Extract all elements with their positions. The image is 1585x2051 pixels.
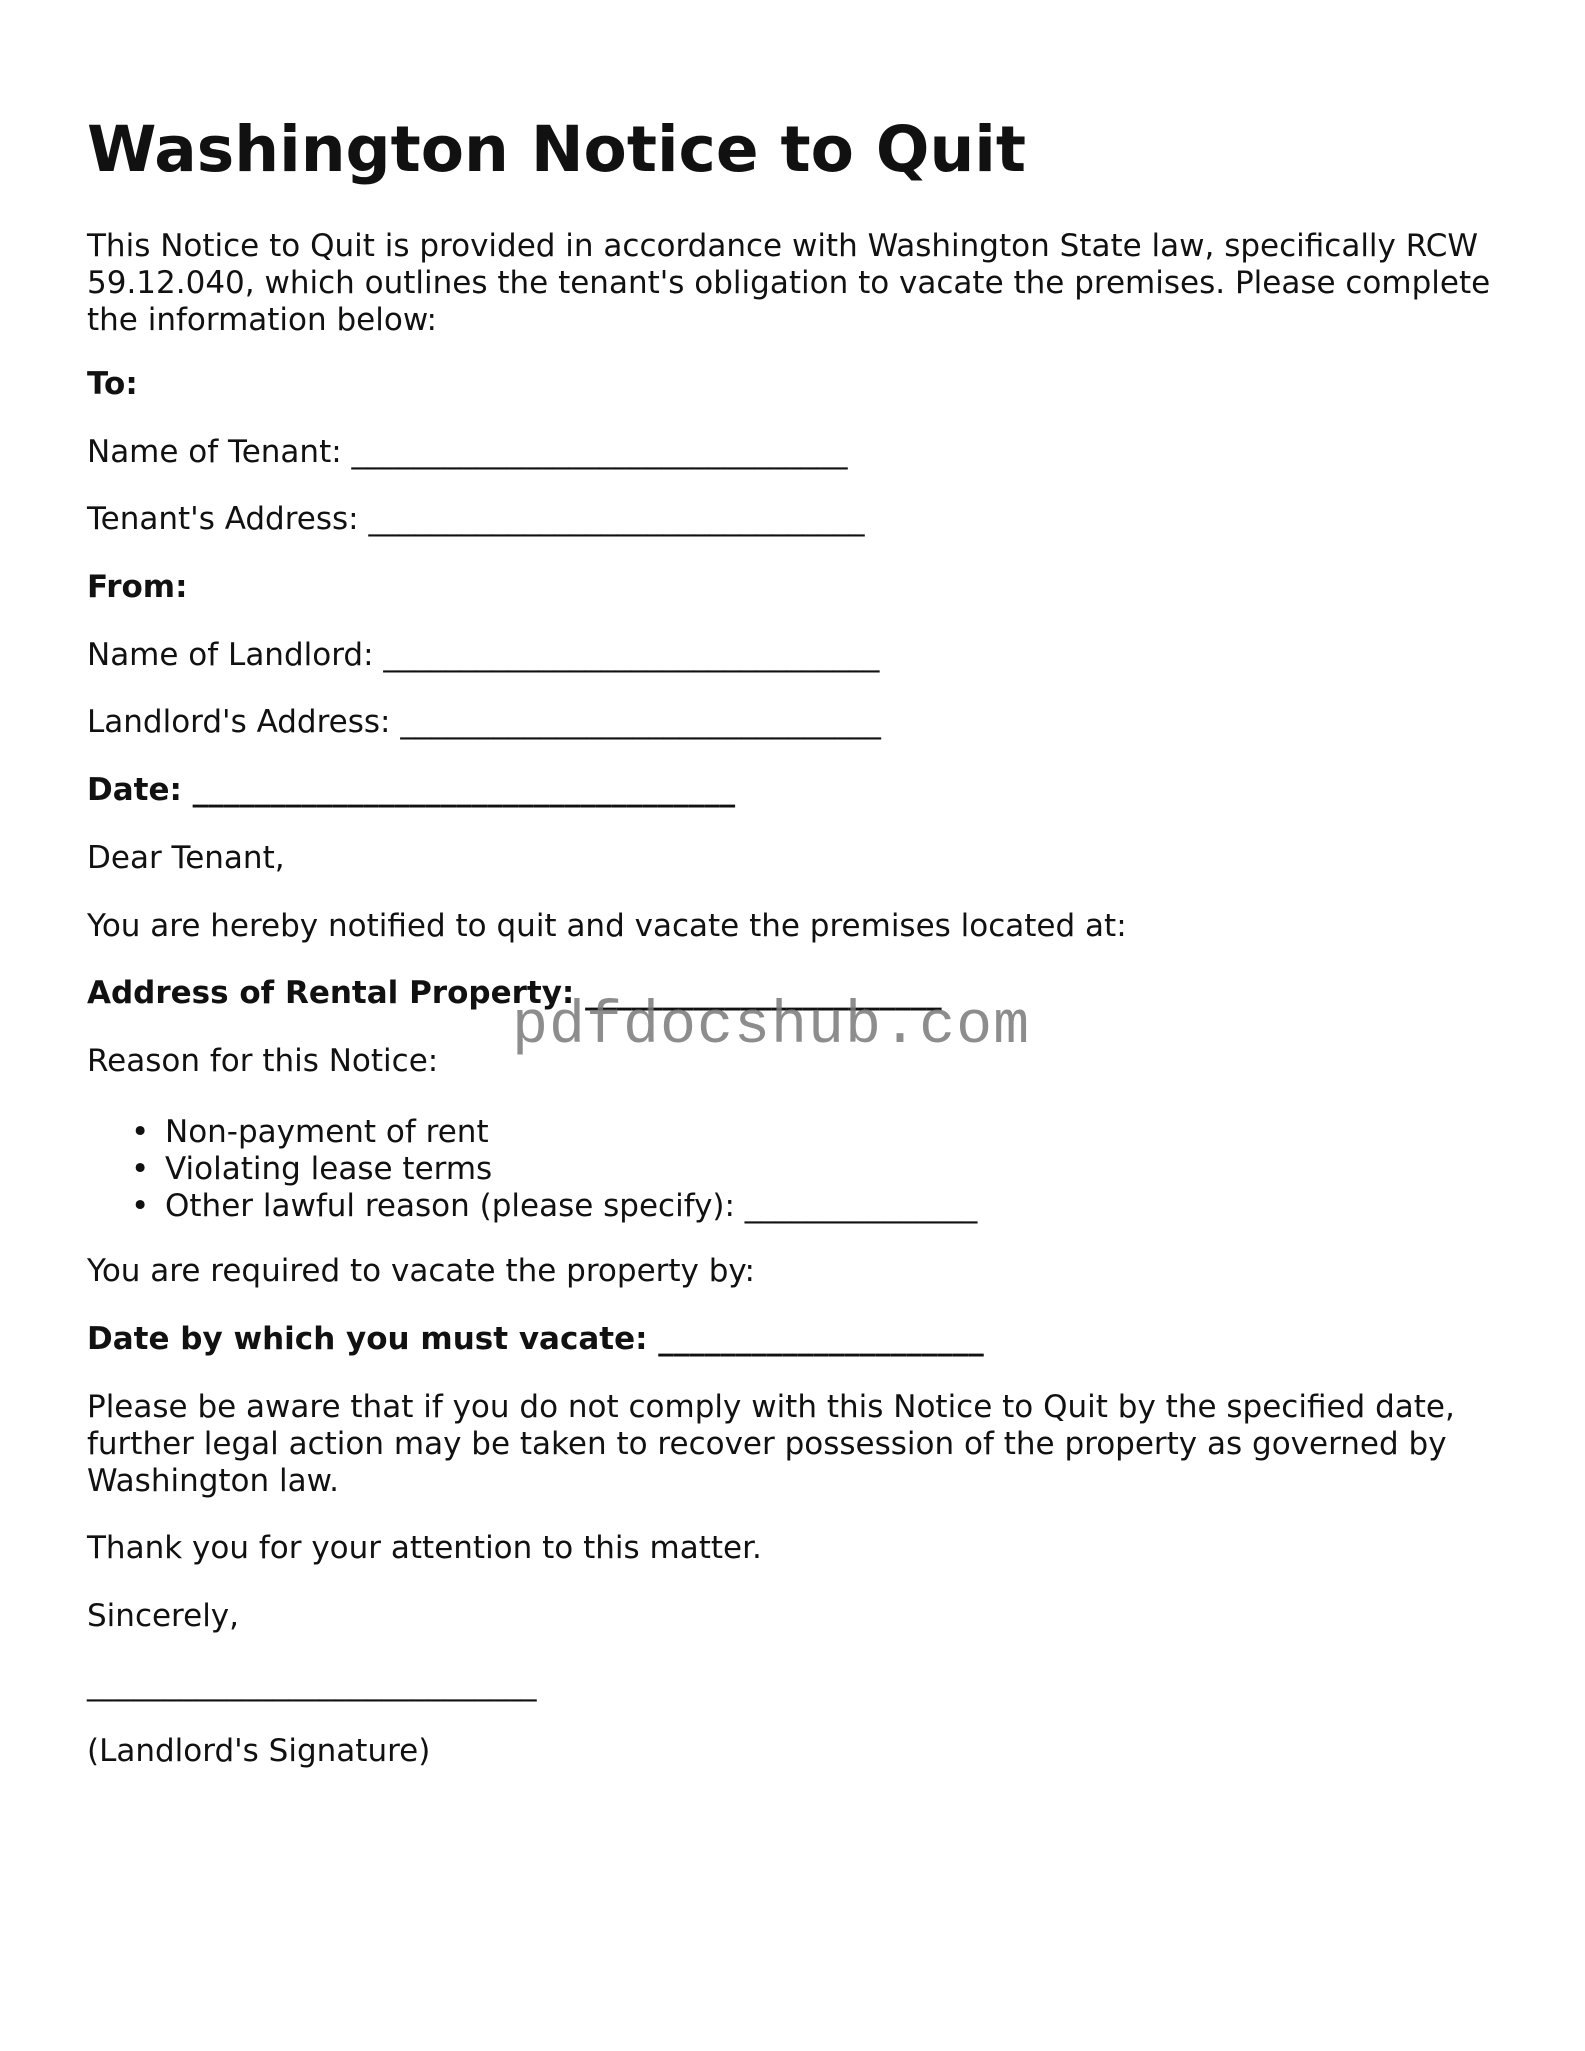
signature-caption: (Landlord's Signature) xyxy=(87,1733,431,1769)
bullet-icon: • xyxy=(131,1188,150,1224)
list-item xyxy=(87,1151,977,1188)
reason-text: Other lawful reason (please specify): _______________ xyxy=(165,1188,978,1224)
to-label: To: xyxy=(87,366,138,402)
tenant-name-field: Name of Tenant: ________________________________ xyxy=(87,434,848,470)
reason-text: Violating lease terms xyxy=(165,1151,493,1187)
reason-label: Reason for this Notice: xyxy=(87,1043,439,1079)
watermark: pdfdocshub.com xyxy=(512,993,1031,1061)
bullet-icon: • xyxy=(131,1151,150,1187)
landlord-address-field: Landlord's Address: _______________________________ xyxy=(87,704,881,740)
vacate-date-field: Date by which you must vacate: _____________________ xyxy=(87,1321,984,1357)
thanks-line: Thank you for your attention to this matter. xyxy=(87,1530,762,1566)
list-item xyxy=(87,1114,977,1151)
bullet-icon: • xyxy=(131,1114,150,1150)
document-title: Washington Notice to Quit xyxy=(87,113,1027,186)
reasons-list xyxy=(87,1114,977,1225)
tenant-address-field: Tenant's Address: ________________________________ xyxy=(87,501,865,537)
greeting: Dear Tenant, xyxy=(87,840,285,876)
rental-property-address-field: Address of Rental Property: _______________________ xyxy=(87,975,942,1011)
vacate-statement: You are required to vacate the property by: xyxy=(87,1253,755,1289)
reason-text: Non-payment of rent xyxy=(165,1114,489,1150)
signature-line: _____________________________ xyxy=(87,1666,537,1702)
from-label: From: xyxy=(87,569,188,605)
notice-statement: You are hereby notified to quit and vacate the premises located at: xyxy=(87,908,1127,944)
landlord-name-field: Name of Landlord: ________________________________ xyxy=(87,637,880,673)
list-item xyxy=(87,1188,977,1225)
date-field: Date: ___________________________________ xyxy=(87,772,736,808)
warning-paragraph: Please be aware that if you do not comply with this Notice to Quit by the specified date, further legal action may be taken to recover possession of the property as governed by Washington law. xyxy=(87,1389,1455,1499)
intro-paragraph: This Notice to Quit is provided in accordance with Washington State law, specifically RCW 59.12.040, which outlines the tenant's obligation to vacate the premises. Please complete the information below: xyxy=(87,228,1491,338)
closing: Sincerely, xyxy=(87,1598,240,1634)
